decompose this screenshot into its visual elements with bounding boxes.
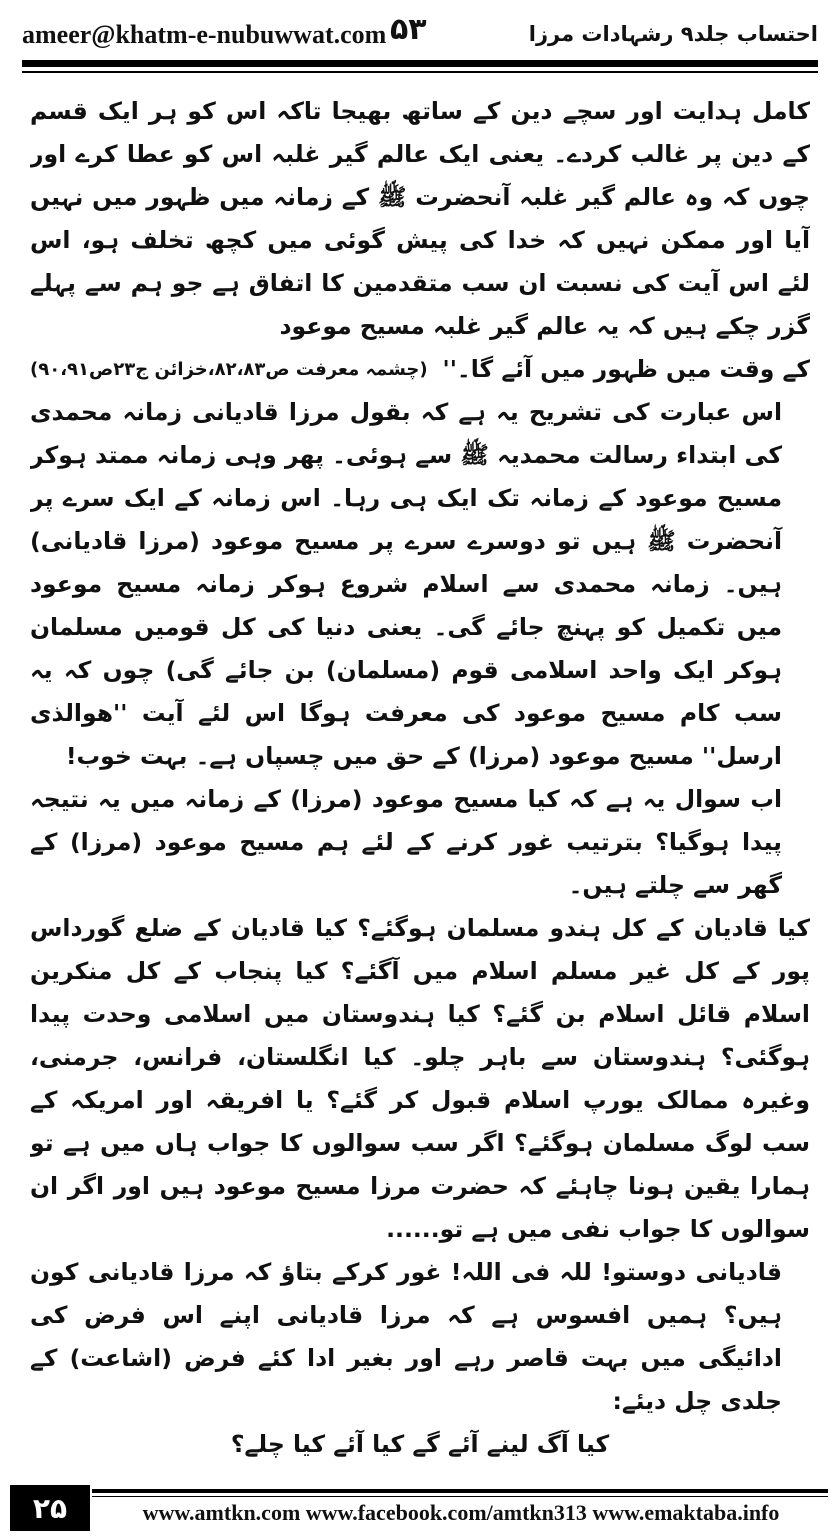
footer-page-number: ۲۵	[10, 1485, 90, 1531]
header-email: ameer@khatm-e-nubuwwat.com	[22, 20, 387, 49]
appeal-paragraph: قادیانی دوستو! للہ فی اللہ! غور کرکے بتاؤ کہ مرزا قادیانی کون ہیں؟ ہمیں افسوس ہے کہ مرزا قادیانی اپنے اس فرض کی ادائیگی میں بہت قاصر رہے اور بغیر ادا کئے فرض (اشاعت) کے جلدی چل دیئے:	[30, 1258, 782, 1415]
page-header	[22, 10, 818, 54]
citation-reference: (چشمہ معرفت ص۸۲،۸۳،خزائن ج۲۳ص۹۰،۹۱)	[30, 359, 428, 380]
page-body	[30, 90, 810, 1475]
footer-divider-thin	[92, 1496, 828, 1497]
header-book-title: احتساب جلد۹ رشہادات مرزا	[528, 22, 818, 46]
closing-verse: کیا آگ لینے آئے گے کیا آئے کیا چلے؟	[230, 1430, 610, 1458]
header-page-number: ۵۳	[390, 12, 427, 47]
header-divider-thin	[22, 71, 818, 73]
quote-end-line	[30, 348, 810, 391]
question-paragraph: اب سوال یہ ہے کہ کیا مسیح موعود (مرزا) کے زمانہ میں یہ نتیجہ پیدا ہوگیا؟ بترتیب غور کرنے کے لئے ہم مسیح موعود (مرزا) کے گھر سے چلتے ہیں۔	[30, 785, 782, 899]
header-divider	[22, 60, 818, 67]
explanation-paragraph: اس عبارت کی تشریح یہ ہے کہ بقول مرزا قادیانی زمانہ محمدی کی ابتداء رسالت محمدیہ ﷺ سے ہوئی۔ پھر وہی زمانہ ممتد ہوکر مسیح موعود کے زمانہ تک ایک ہی رہا۔ اس زمانہ کے ایک سرے پر آنحضرت ﷺ ہیں تو دوسرے سرے پر مسیح موعود (مرزا قادیانی) ہیں۔ زمانہ محمدی سے اسلام شروع ہوکر زمانہ مسیح موعود میں تکمیل کو پہنچ جائے گی۔ یعنی دنیا کی کل قومیں مسلمان ہوکر ایک واحد اسلامی قوم (مسلمان) بن جائے گی) چوں کہ یہ سب کام مسیح موعود کی معرفت ہوگا اس لئے آیت ''ھوالذی ارسل'' مسیح موعود (مرزا) کے حق میں چسپاں ہے۔ بہت خوب!	[30, 398, 782, 770]
questions-list-paragraph: کیا قادیان کے کل ہندو مسلمان ہوگئے؟ کیا قادیان کے ضلع گورداس پور کے کل غیر مسلم اسلام میں آگئے؟ کیا پنجاب کے کل منکرین اسلام قائل اسلام بن گئے؟ کیا ہندوستان میں اسلامی وحدت پیدا ہوگئی؟ ہندوستان سے باہر چلو۔ کیا انگلستان، فرانس، جرمنی، وغیرہ ممالک یورپ اسلام قبول کر گئے؟ یا افریقہ اور امریکہ کے سب لوگ مسلمان ہوگئے؟ اگر سب سوالوں کا جواب ہاں میں ہے تو ہمارا یقین ہونا چاہئے کہ حضرت مرزا مسیح موعود ہیں اور اگر ان سوالوں کا جواب نفی میں ہے تو......	[30, 914, 810, 1243]
footer-divider	[92, 1489, 828, 1493]
footer-website-links: www.amtkn.com www.facebook.com/amtkn313 www.emaktaba.info	[142, 1500, 780, 1525]
quote-paragraph: کامل ہدایت اور سچے دین کے ساتھ بھیجا تاکہ اس کو ہر ایک قسم کے دین پر غالب کردے۔ یعنی ایک عالم گیر غلبہ اس کو عطا کرے اور چوں کہ وہ عالم گیر غلبہ آنحضرت ﷺ کے زمانہ میں ظہور میں نہیں آیا اور ممکن نہیں کہ خدا کی پیش گوئی میں کچھ تخلف ہو، اس لئے اس آیت کی نسبت ان سب متقدمین کا اتفاق ہے جو ہم سے پہلے گزر چکے ہیں کہ یہ عالم گیر غلبہ مسیح موعود	[30, 97, 810, 340]
quote-ending: کے وقت میں ظہور میں آئے گا۔''	[442, 355, 810, 383]
